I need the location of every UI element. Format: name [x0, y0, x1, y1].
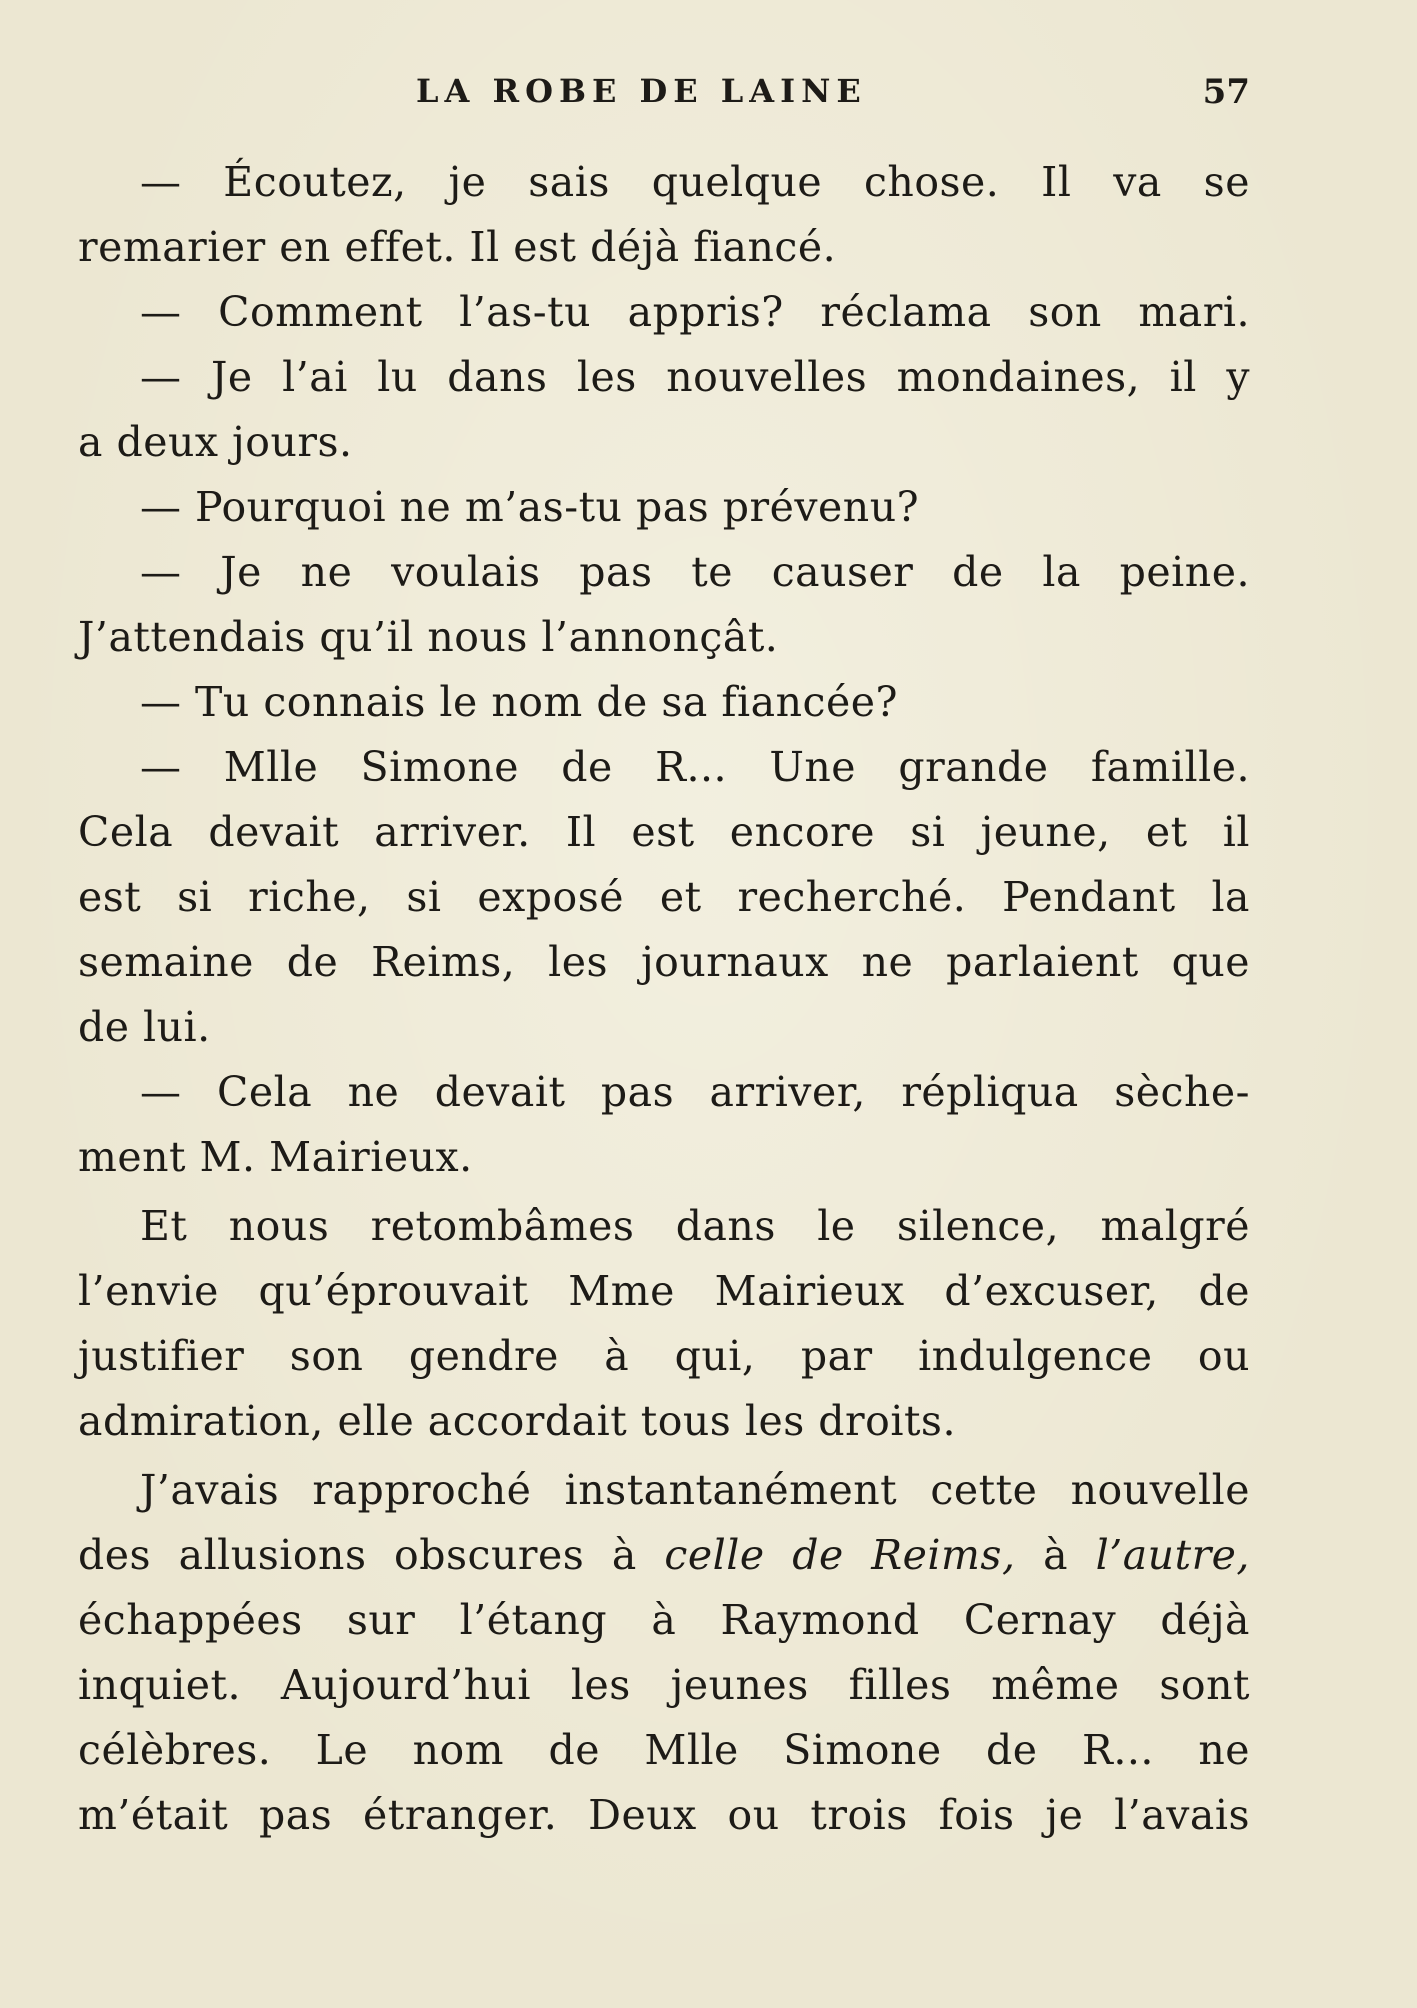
- text-line: admiration, elle accordait tous les droits.: [78, 1397, 956, 1445]
- text-line: ment M. Mairieux.: [78, 1133, 473, 1181]
- text-line: Et nous retombâmes dans le silence, malgré: [140, 1202, 1250, 1250]
- text-line: remarier en effet. Il est déjà fiancé.: [78, 223, 837, 271]
- text-line: J’attendais qu’il nous l’annonçât.: [78, 613, 779, 661]
- text-line: de lui.: [78, 1003, 211, 1051]
- text-line: l’envie qu’éprouvait Mme Mairieux d’excuser, de: [78, 1267, 1250, 1315]
- italic-segment: celle de Reims,: [664, 1531, 1016, 1579]
- text-line: a deux jours.: [78, 418, 353, 466]
- text-line: justifier son gendre à qui, par indulgence ou: [78, 1332, 1250, 1380]
- text-line: — Écoutez, je sais quelque chose. Il va se: [140, 158, 1250, 206]
- text-line: Cela devait arriver. Il est encore si jeune, et il: [78, 808, 1250, 856]
- body-text: [78, 150, 1250, 1848]
- text-line: est si riche, si exposé et recherché. Pendant la: [78, 873, 1250, 921]
- running-title: LA ROBE DE LAINE: [416, 72, 867, 110]
- page-header: [78, 72, 1250, 122]
- text-line: m’était pas étranger. Deux ou trois fois je l’avais: [78, 1791, 1250, 1839]
- text-segment: des allusions obscures à: [78, 1531, 637, 1579]
- text-line: — Pourquoi ne m’as-tu pas prévenu?: [140, 483, 920, 531]
- text-line: échappées sur l’étang à Raymond Cernay déjà: [78, 1596, 1250, 1644]
- page-number: 57: [1202, 72, 1250, 112]
- text-line: inquiet. Aujourd’hui les jeunes filles même sont: [78, 1661, 1250, 1709]
- text-line: — Je l’ai lu dans les nouvelles mondaines, il y: [140, 353, 1250, 401]
- text-segment: à: [1043, 1531, 1069, 1579]
- text-line-with-italics: [78, 1523, 1250, 1588]
- text-line: — Mlle Simone de R... Une grande famille.: [140, 743, 1250, 791]
- text-line: — Je ne voulais pas te causer de la peine.: [140, 548, 1250, 596]
- italic-segment: l’autre,: [1095, 1531, 1250, 1579]
- text-line: célèbres. Le nom de Mlle Simone de R... ne: [78, 1726, 1250, 1774]
- text-line: semaine de Reims, les journaux ne parlaient que: [78, 938, 1250, 986]
- text-line: J’avais rapproché instantanément cette nouvelle: [140, 1466, 1250, 1514]
- text-line: — Comment l’as-tu appris? réclama son mari.: [140, 288, 1250, 336]
- text-line: — Tu connais le nom de sa fiancée?: [140, 678, 898, 726]
- text-line: — Cela ne devait pas arriver, répliqua sèche-: [140, 1068, 1250, 1116]
